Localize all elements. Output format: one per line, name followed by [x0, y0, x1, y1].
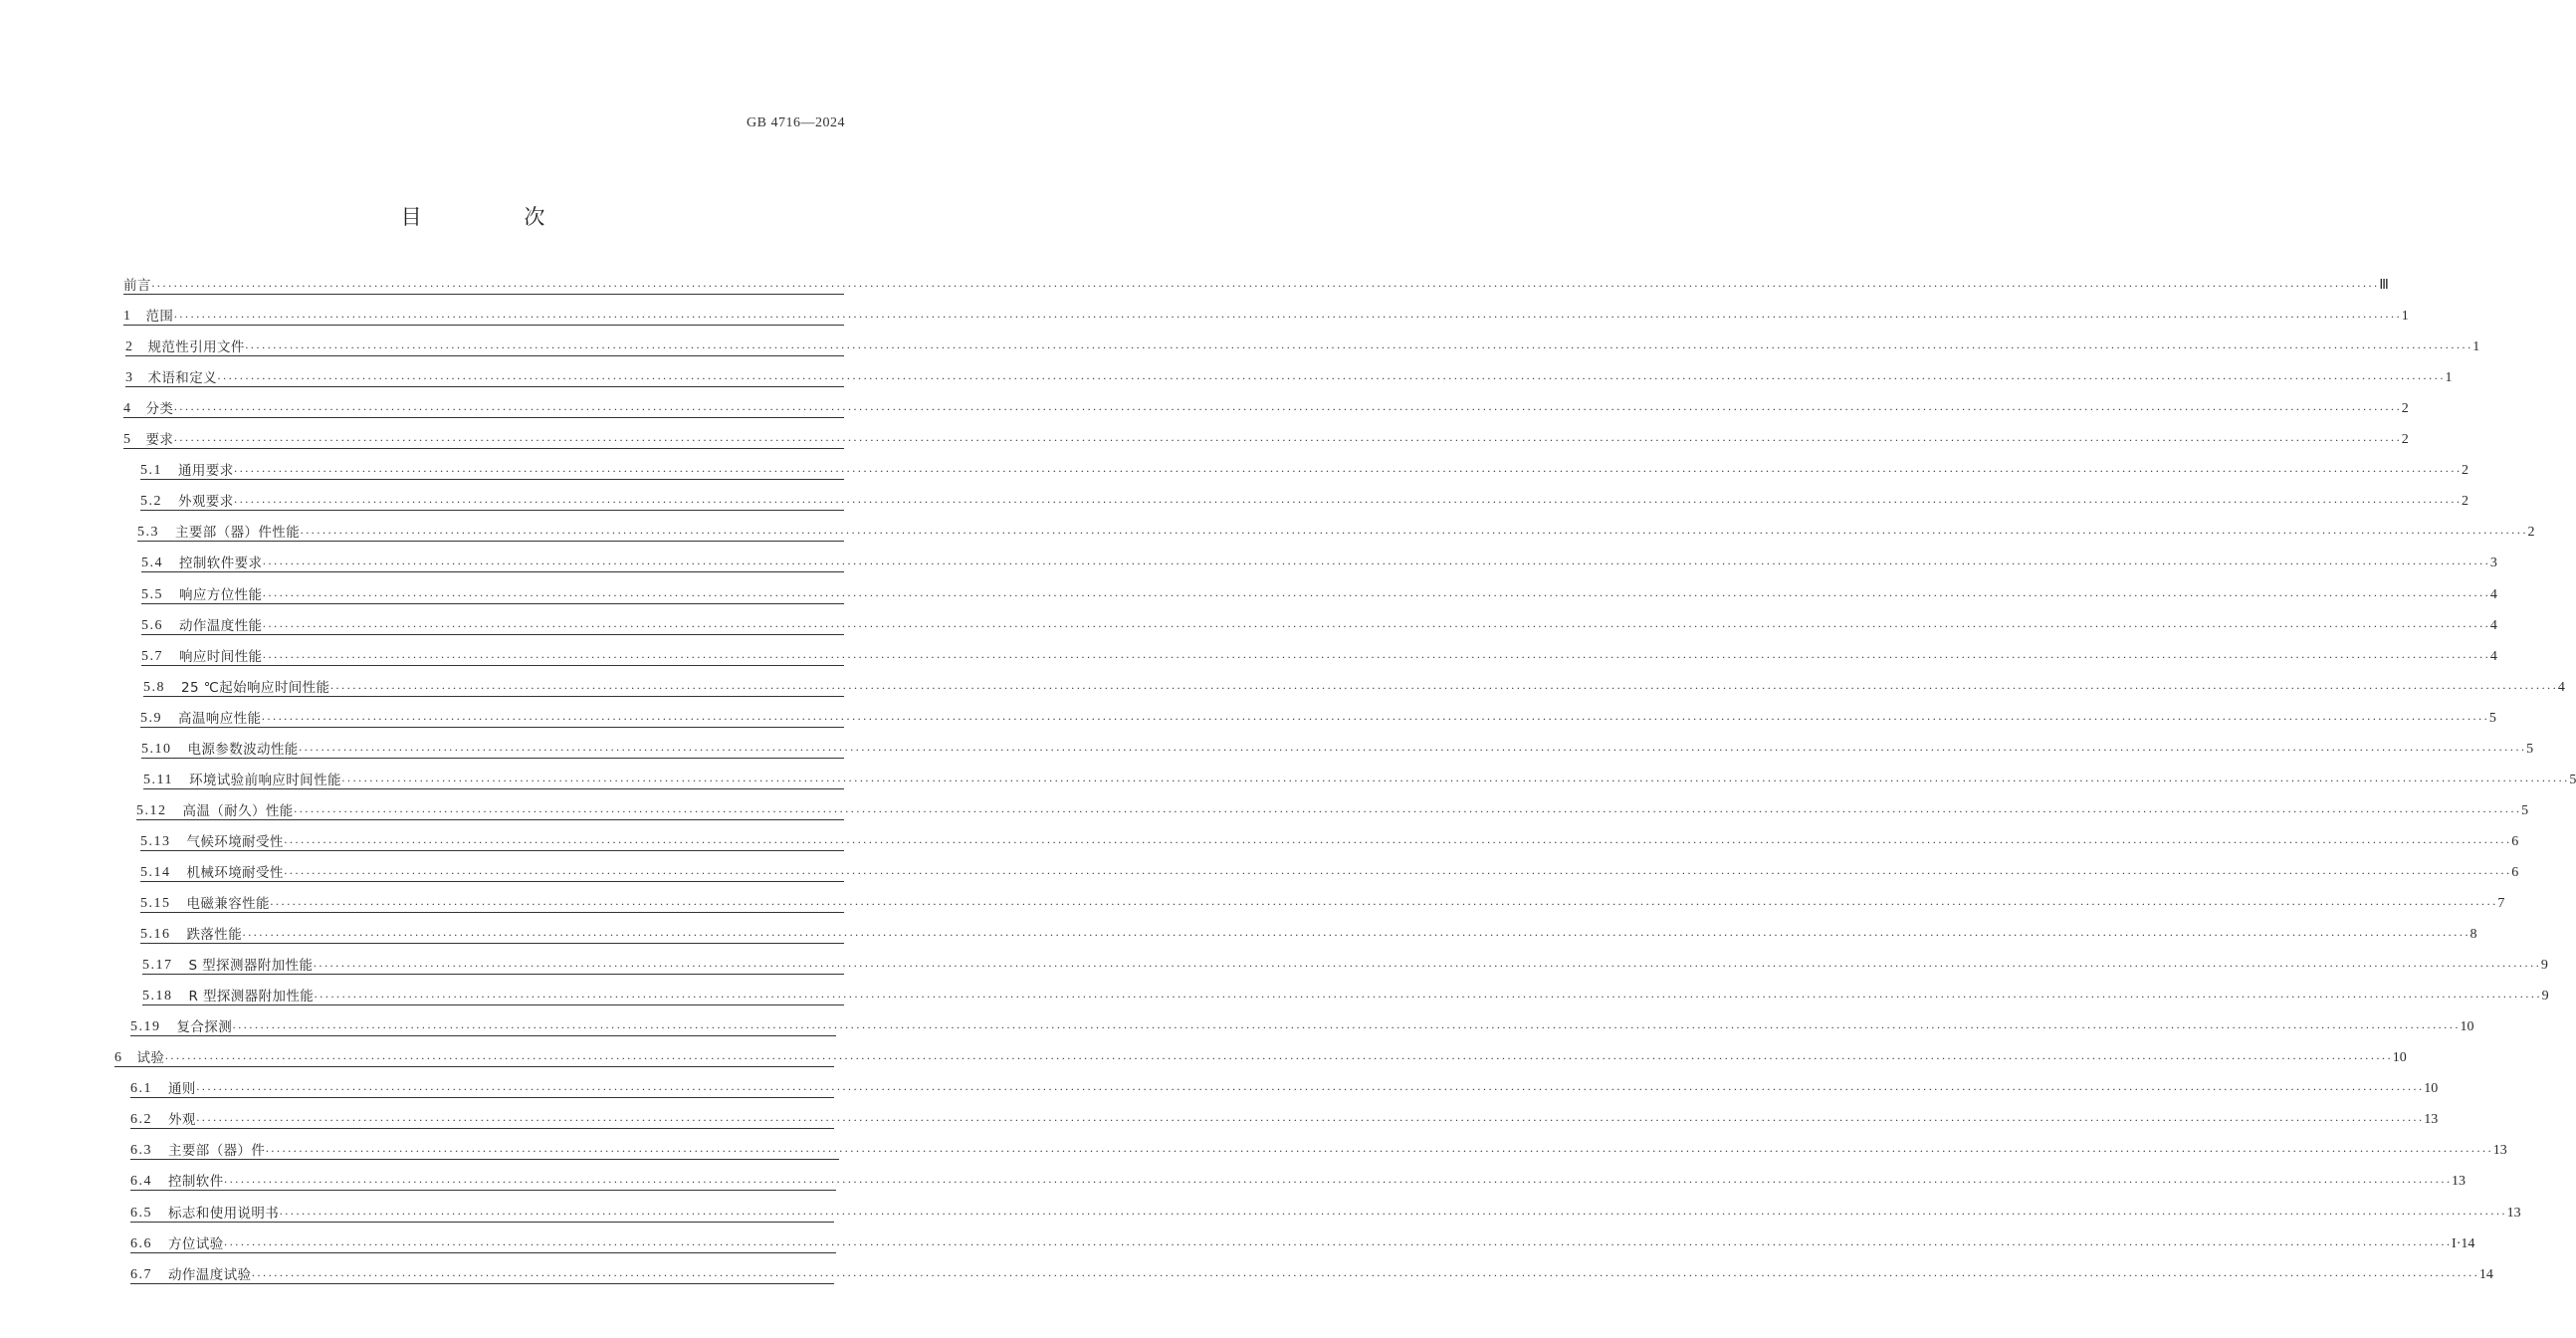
toc-entry-page: 6: [2511, 865, 2519, 880]
toc-entry-title: 规范性引用文件: [147, 339, 245, 355]
toc-entry[interactable]: [141, 554, 2497, 572]
dot-leader: ················································································································································································································································································································································································································: [223, 1175, 2453, 1189]
toc-entry[interactable]: [142, 987, 2549, 1005]
toc-entry-title: 外观要求: [178, 494, 234, 510]
toc-entry-number: 5.11: [143, 773, 173, 787]
dot-leader: ················································································································································································································································································································································································································: [195, 1082, 2425, 1096]
toc-entry[interactable]: [125, 368, 2453, 387]
dot-leader: ················································································································································································································································································································································································································: [150, 279, 2380, 293]
dot-leader: ················································································································································································································································································································································································································: [283, 866, 2512, 880]
toc-entry[interactable]: [130, 1172, 2467, 1191]
toc-entry-title: 气候环境耐受性: [186, 834, 284, 850]
toc-entry-number: 5.13: [140, 834, 171, 849]
toc-entry-page: 5: [2569, 773, 2576, 787]
toc-entry[interactable]: [130, 1017, 2474, 1036]
toc-entry-number: 6.7: [130, 1267, 152, 1282]
toc-entry[interactable]: [123, 307, 2409, 326]
toc-entry[interactable]: [130, 1265, 2493, 1284]
toc-entry-title: 高温响应性能: [178, 711, 262, 727]
toc-entry[interactable]: [143, 771, 2576, 789]
dot-leader: ················································································································································································································································································································································································································: [233, 464, 2463, 478]
toc-entry-number: 6.3: [130, 1143, 152, 1158]
toc-entry-page: 4: [2489, 649, 2497, 664]
toc-entry-page: 13: [2492, 1143, 2507, 1158]
dot-leader: ················································································································································································································································································································································································································: [262, 557, 2490, 570]
dot-leader: ················································································································································································································································································································································································································: [233, 495, 2463, 509]
dot-leader: ················································································································································································································································································································································································································: [298, 743, 2527, 757]
toc-entry-number: 6.4: [130, 1174, 152, 1189]
dot-leader: ················································································································································································································································································································································································································: [251, 1268, 2479, 1282]
toc-entry-page: 13: [2452, 1174, 2467, 1189]
toc-entry-title: 跌落性能: [186, 927, 243, 943]
toc-entry[interactable]: [140, 925, 2477, 944]
toc-entry-title: 标志和使用说明书: [168, 1206, 280, 1222]
dot-leader: ················································································································································································································································································································································································································: [314, 990, 2542, 1004]
toc-entry-page: 2: [2462, 494, 2469, 509]
toc-entry-title: 通则: [168, 1081, 196, 1097]
toc-entry-title: 通用要求: [178, 463, 234, 479]
toc-entry-title: 响应时间性能: [179, 649, 263, 665]
toc-entry-title: 控制软件要求: [179, 556, 263, 571]
toc-entry-number: 5.12: [136, 803, 167, 818]
toc-entry-title: 主要部（器）件性能: [175, 525, 301, 541]
toc-entry[interactable]: [123, 276, 2389, 295]
toc-entry[interactable]: [123, 430, 2409, 449]
dot-leader: ················································································································································································································································································································································································································: [173, 310, 2402, 324]
toc-entry-page: 14: [2478, 1267, 2493, 1282]
dot-leader: ················································································································································································································································································································································································································: [283, 835, 2512, 849]
toc-entry-page: 4: [2489, 587, 2497, 602]
toc-entry-number: 4: [123, 401, 132, 416]
toc-entry-page: 5: [2521, 803, 2529, 818]
toc-entry-title: 动作温度性能: [179, 618, 263, 634]
toc-entry[interactable]: [137, 523, 2535, 542]
toc-entry[interactable]: [140, 863, 2519, 882]
dot-leader: ················································································································································································································································································································································································································: [232, 1020, 2461, 1034]
toc-entry-number: 5.6: [141, 618, 163, 633]
dot-leader: ················································································································································································································································································································································································································: [195, 1113, 2425, 1127]
toc-entry-number: 5.4: [141, 556, 163, 570]
dot-leader: ················································································································································································································································································································································································································: [329, 681, 2558, 695]
toc-entry[interactable]: [130, 1141, 2507, 1160]
toc-entry-page: 13: [2424, 1112, 2439, 1127]
toc-entry-number: 6: [114, 1050, 123, 1065]
dot-leader: ················································································································································································································································································································································································································: [293, 804, 2522, 818]
toc-entry-page: 7: [2497, 896, 2505, 911]
toc-entry-page: 9: [2541, 989, 2549, 1004]
toc-entry-number: 5.16: [140, 927, 171, 942]
toc-entry-page: 5: [2526, 742, 2534, 757]
page-title: 目 次: [400, 205, 593, 229]
toc-entry[interactable]: [140, 894, 2505, 913]
toc-entry-title: 环境试验前响应时间性能: [188, 773, 341, 788]
toc-entry[interactable]: [125, 337, 2480, 356]
toc-entry-title: 机械环境耐受性: [186, 865, 284, 881]
toc-entry-title: 控制软件: [168, 1174, 224, 1190]
toc-entry-page: 1: [2445, 370, 2453, 385]
toc-entry[interactable]: [140, 461, 2469, 480]
dot-leader: ················································································································································································································································································································································································································: [242, 928, 2470, 942]
toc-entry-number: 5.2: [140, 494, 162, 509]
dot-leader: ················································································································································································································································································································································································································: [265, 1144, 2493, 1158]
toc-entry-number: 5.15: [140, 896, 171, 911]
toc-entry-page: 2: [2401, 401, 2409, 416]
toc-entry-title: 复合探测: [176, 1019, 233, 1035]
toc-entry[interactable]: [140, 709, 2496, 728]
toc-entry[interactable]: [130, 1079, 2439, 1098]
dot-leader: ················································································································································································································································································································································································································: [244, 340, 2473, 354]
toc-entry-page: 13: [2506, 1206, 2521, 1221]
toc-entry-number: 5.14: [140, 865, 171, 880]
toc-entry-title: 电源参数波动性能: [187, 742, 299, 758]
toc-entry-number: 5.17: [142, 958, 173, 973]
toc-entry-title: R 型探测器附加性能: [188, 989, 315, 1004]
toc-entry[interactable]: [136, 801, 2529, 820]
dot-leader: ················································································································································································································································································································································································································: [261, 712, 2489, 726]
toc-entry-title: 高温（耐久）性能: [182, 803, 294, 819]
toc-entry-page: 10: [2424, 1081, 2439, 1096]
toc-entry-page: I·14: [2452, 1236, 2475, 1251]
toc-entry-number: 6.1: [130, 1081, 152, 1096]
dot-leader: ················································································································································································································································································································································································································: [173, 433, 2402, 447]
toc-entry-page: 8: [2469, 927, 2477, 942]
toc-entry-page: 2: [2527, 525, 2535, 540]
toc-entry-page: 5: [2488, 711, 2496, 726]
toc-entry-title: S 型探测器附加性能: [188, 958, 314, 974]
toc-entry[interactable]: [142, 956, 2548, 975]
toc-entry-number: 5.19: [130, 1019, 161, 1034]
toc-entry[interactable]: [141, 616, 2497, 635]
toc-entry-page: 3: [2489, 556, 2497, 570]
toc-entry-page: 10: [2392, 1050, 2407, 1065]
toc-entry-title: 响应方位性能: [179, 587, 263, 603]
toc-entry-page: 6: [2511, 834, 2519, 849]
toc-entry[interactable]: [130, 1110, 2439, 1129]
dot-leader: ················································································································································································································································································································································································································: [262, 619, 2490, 633]
toc-entry-number: 5.7: [141, 649, 163, 664]
toc-entry-number: 6.5: [130, 1206, 152, 1221]
toc-entry-page: 1: [2401, 309, 2409, 324]
toc-entry-page: 4: [2489, 618, 2497, 633]
dot-leader: ················································································································································································································································································································································································································: [313, 959, 2541, 973]
toc-entry-title: 试验: [136, 1050, 165, 1066]
toc-entry-number: 5.1: [140, 463, 162, 478]
toc-entry-page: 2: [2462, 463, 2469, 478]
toc-entry-number: 6.6: [130, 1236, 152, 1251]
toc-entry[interactable]: [114, 1048, 2407, 1067]
toc-entry-title: 外观: [168, 1112, 196, 1128]
toc-entry-title: 要求: [145, 432, 174, 448]
dot-leader: ················································································································································································································································································································································································································: [223, 1237, 2453, 1251]
toc-entry[interactable]: [141, 585, 2497, 604]
toc-entry-number: 6.2: [130, 1112, 152, 1127]
dot-leader: ················································································································································································································································································································································································································: [164, 1051, 2393, 1065]
toc-entry[interactable]: [123, 399, 2409, 418]
toc-entry-page: Ⅲ: [2379, 278, 2389, 293]
toc-entry-title: 主要部（器）件: [168, 1143, 266, 1159]
toc-entry-number: 2: [125, 339, 134, 354]
toc-entry-title: 方位试验: [168, 1236, 224, 1252]
toc-entry-number: 5: [123, 432, 132, 447]
toc-entry-title: 动作温度试验: [168, 1267, 252, 1283]
dot-leader: ················································································································································································································································································································································································································: [262, 650, 2490, 664]
dot-leader: ················································································································································································································································································································································································································: [262, 588, 2490, 602]
dot-leader: ················································································································································································································································································································································································································: [340, 774, 2570, 787]
toc-entry-title: 前言: [123, 278, 151, 294]
toc-entry-title: 分类: [145, 401, 174, 417]
toc-entry-title: 范围: [145, 309, 174, 325]
toc-entry-page: 10: [2460, 1019, 2474, 1034]
dot-leader: ················································································································································································································································································································································································································: [279, 1207, 2507, 1221]
toc-entry[interactable]: [140, 832, 2519, 851]
dot-leader: ················································································································································································································································································································································································································: [269, 897, 2498, 911]
toc-entry[interactable]: [130, 1234, 2475, 1253]
dot-leader: ················································································································································································································································································································································································································: [217, 371, 2446, 385]
toc-entry[interactable]: [140, 492, 2469, 511]
toc-entry-page: 4: [2557, 680, 2565, 695]
toc-entry-number: 5.10: [141, 742, 172, 757]
toc-entry-number: 3: [125, 370, 134, 385]
toc-entry-page: 2: [2401, 432, 2409, 447]
dot-leader: ················································································································································································································································································································································································································: [173, 402, 2402, 416]
toc-entry-number: 5.9: [140, 711, 162, 726]
toc-entry-title: 电磁兼容性能: [186, 896, 270, 912]
toc-entry-number: 5.3: [137, 525, 159, 540]
toc-entry-number: 5.5: [141, 587, 163, 602]
toc-entry[interactable]: [141, 740, 2534, 759]
toc-entry-title: 25 ℃起始响应时间性能: [181, 680, 330, 696]
toc-entry-page: 9: [2540, 958, 2548, 973]
toc-entry-title: 术语和定义: [147, 370, 217, 386]
toc-entry[interactable]: [143, 678, 2565, 697]
toc-entry[interactable]: [130, 1204, 2521, 1223]
toc-entry[interactable]: [141, 647, 2497, 666]
toc-entry-number: 5.8: [143, 680, 165, 695]
toc-entry-number: 1: [123, 309, 132, 324]
dot-leader: ················································································································································································································································································································································································································: [300, 526, 2528, 540]
toc-entry-number: 5.18: [142, 989, 173, 1004]
toc-entry-page: 1: [2472, 339, 2480, 354]
standard-number: GB 4716—2024: [747, 115, 845, 130]
